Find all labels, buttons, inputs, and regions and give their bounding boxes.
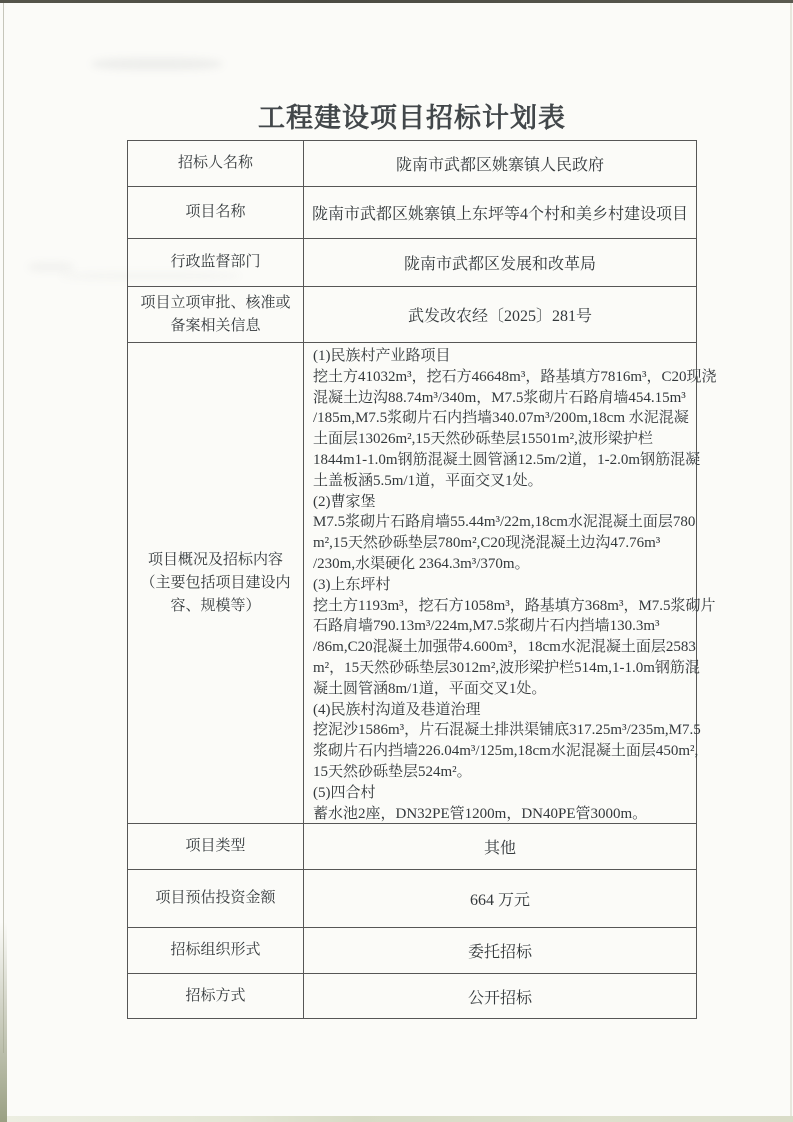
row-label-line: 行政监督部门 bbox=[170, 254, 261, 270]
project-overview-line: m²,15天然砂砾垫层780m²,C20现浇混凝土边沟47.76m³ bbox=[313, 535, 661, 552]
row-value: 陇南市武都区发展和改革局 bbox=[403, 256, 596, 273]
table-row bbox=[128, 973, 696, 1018]
scan-left-edge bbox=[3, 3, 4, 1053]
scan-corner-artifact bbox=[0, 922, 7, 1122]
row-label-line: 项目名称 bbox=[185, 204, 246, 220]
table-row bbox=[128, 186, 696, 238]
project-overview-line: 混凝土边沟88.74m³/340m，M7.5浆砌片石路肩墙454.15m³ bbox=[313, 389, 686, 406]
project-overview-line: 土盖板涵5.5m/1道，平面交叉1处。 bbox=[313, 472, 543, 489]
row-label bbox=[128, 343, 304, 823]
project-overview-line: 挖土方1193m³，挖石方1058m³，路基填方368m³，M7.5浆砌片 bbox=[313, 597, 716, 614]
row-label-line: 备案相关信息 bbox=[170, 317, 261, 334]
page-title: 工程建设项目招标计划表 bbox=[258, 103, 566, 134]
project-overview-line: M7.5浆砌片石路肩墙55.44m³/22m,18cm水泥混凝土面层780 bbox=[313, 514, 696, 531]
row-label-line: 项目立项审批、核准或 bbox=[140, 294, 291, 311]
scan-bottom-band bbox=[0, 1116, 793, 1122]
table-row bbox=[128, 927, 696, 973]
table-row bbox=[128, 823, 696, 869]
scan-smudge-artifact bbox=[28, 262, 74, 272]
project-overview-line: 凝土圆管涵8m/1道，平面交叉1处。 bbox=[313, 680, 547, 697]
row-value: 其他 bbox=[483, 840, 516, 857]
project-overview-line: /185m,M7.5浆砌片石内挡墙340.07m³/200m,18cm 水泥混凝 bbox=[313, 410, 689, 427]
project-overview-line: 1844m1-1.0m钢筋混凝土圆管涵12.5m/2道，1-2.0m钢筋混凝 bbox=[313, 451, 701, 468]
row-label bbox=[128, 141, 304, 186]
project-overview-line: /230m,水渠硬化 2364.3m³/370m。 bbox=[313, 555, 530, 572]
project-overview-line: 挖土方41032m³，挖石方46648m³，路基填方7816m³，C20现浇 bbox=[313, 368, 717, 385]
row-label bbox=[128, 239, 304, 286]
row-label-line: 项目概况及招标内容 bbox=[147, 551, 283, 568]
project-overview-line: 挖泥沙1586m³，片石混凝土排洪渠铺底317.25m³/235m,M7.5 bbox=[313, 722, 701, 739]
bidding-plan-table bbox=[127, 140, 717, 1019]
project-overview-line: (1)民族村产业路项目 bbox=[313, 348, 451, 364]
scan-smudge-artifact bbox=[92, 58, 222, 70]
row-label bbox=[128, 187, 304, 238]
row-label-line: 招标组织形式 bbox=[170, 942, 261, 958]
row-value bbox=[304, 343, 723, 823]
row-label bbox=[128, 824, 304, 869]
project-overview-line: 石路肩墙790.13m³/224m,M7.5浆砌片石内挡墙130.3m³ bbox=[313, 618, 660, 635]
row-value: 武发改农经〔2025〕281号 bbox=[407, 308, 592, 325]
row-label bbox=[128, 870, 304, 927]
project-overview-line: (2)曹家堡 bbox=[313, 493, 376, 510]
project-overview-line: 土面层13026m²,15天然砂砾垫层15501m²,波形梁护栏 bbox=[313, 431, 653, 448]
row-label-line: 招标方式 bbox=[185, 987, 246, 1004]
row-value: 664 万元 bbox=[469, 892, 530, 909]
row-label-line: 招标人名称 bbox=[177, 155, 253, 171]
table-row bbox=[128, 342, 717, 823]
row-value: 委托招标 bbox=[467, 944, 532, 961]
row-value: 陇南市武都区姚寨镇人民政府 bbox=[395, 157, 604, 174]
scan-right-edge bbox=[790, 3, 792, 1122]
project-overview-line: 蓄水池2座，DN32PE管1200m，DN40PE管3000m。 bbox=[313, 805, 648, 822]
row-value: 公开招标 bbox=[467, 989, 532, 1007]
project-overview-line: 浆砌片石内挡墙226.04m³/125m,18cm水泥混凝土面层450m², bbox=[313, 743, 699, 760]
row-value: 陇南市武都区姚寨镇上东坪等4个村和美乡村建设项目 bbox=[311, 206, 688, 223]
row-label bbox=[128, 287, 304, 342]
scan-top-edge bbox=[0, 0, 793, 3]
row-label-line: 项目预估投资金额 bbox=[155, 890, 276, 906]
project-overview-line: 15天然砂砾垫层524m²。 bbox=[313, 763, 472, 780]
row-label-line: （主要包括项目建设内 bbox=[140, 574, 291, 591]
table-row bbox=[128, 869, 696, 927]
row-label-line: 容、规模等） bbox=[170, 597, 261, 614]
project-overview-line: m²，15天然砂砾垫层3012m²,波形梁护栏514m,1-1.0m钢筋混 bbox=[313, 659, 700, 676]
project-overview-line: (3)上东坪村 bbox=[313, 576, 391, 593]
row-label-line: 项目类型 bbox=[185, 838, 246, 854]
project-overview-line: /86m,C20混凝土加强带4.600m³，18cm水泥混凝土面层2583 bbox=[313, 639, 696, 656]
project-overview-line: (5)四合村 bbox=[313, 784, 376, 801]
table-row bbox=[128, 141, 696, 186]
table-row bbox=[128, 286, 696, 342]
table-row bbox=[128, 238, 696, 286]
row-label bbox=[128, 974, 304, 1018]
project-overview-line: (4)民族村沟道及巷道治理 bbox=[313, 701, 481, 718]
row-label bbox=[128, 928, 304, 973]
